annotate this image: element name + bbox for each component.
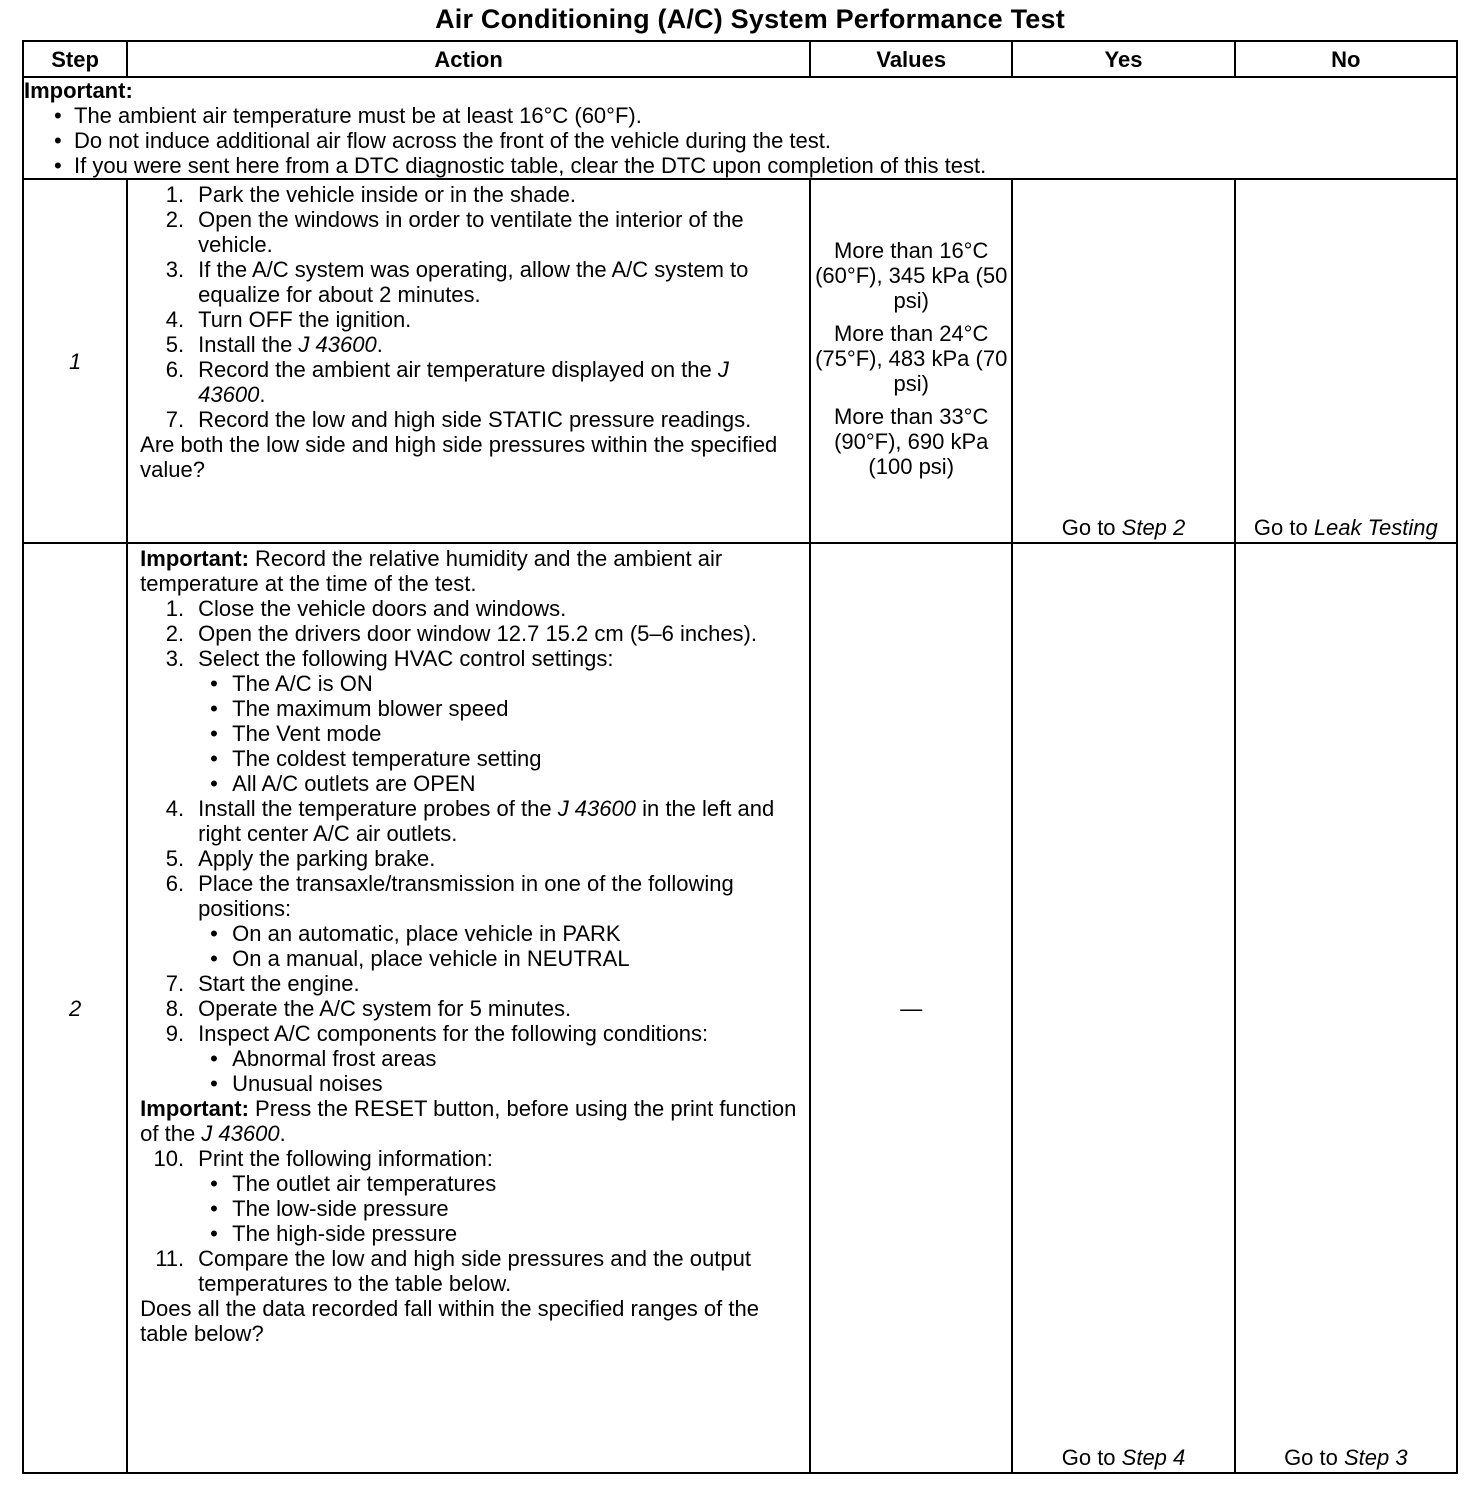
header-step: Step: [23, 41, 127, 77]
step2-question: Does all the data recorded fall within the specified ranges of the table below?: [140, 1296, 759, 1346]
important-item: • The ambient air temperature must be at least 16°C (60°F).: [74, 103, 1456, 128]
list-item: 6. Record the ambient air temperature displayed on the J 43600.: [165, 357, 729, 407]
list-item: 2. Open the drivers door window 12.7 15.2 cm (5–6 inches).: [165, 621, 757, 646]
list-item: 6. Place the transaxle/transmission in one of the following positions: • On an automatic, place vehicle in PARK • On a manual, place vehicle in NEUTRAL: [140, 871, 799, 971]
yes-cell: Go to Step 2: [1012, 179, 1234, 543]
list-item: 3. If the A/C system was operating, allow the A/C system to equalize for about 2 minutes.: [165, 257, 749, 307]
header-action: Action: [127, 41, 810, 77]
step-number: 2: [23, 543, 127, 1473]
performance-test-table: [22, 40, 1458, 1474]
goto-link-step2[interactable]: Step 2: [1121, 515, 1186, 540]
action-cell: [127, 543, 810, 1473]
values-cell: —: [810, 543, 1012, 1473]
step1-list: [140, 182, 799, 432]
goto-link-step4[interactable]: Step 4: [1121, 1445, 1186, 1470]
step-row-2: [23, 543, 1457, 1473]
value-entry: More than 33°C (90°F), 690 kPa (100 psi): [834, 404, 989, 479]
values-cell: [810, 179, 1012, 543]
step2-list: [140, 596, 799, 1096]
list-item: 10. Print the following information: • The outlet air temperatures • The low-side pressure • The high-side pressure: [140, 1146, 799, 1246]
list-item: 11. Compare the low and high side pressures and the output temperatures to the table below.: [155, 1246, 751, 1296]
list-item: 1. Park the vehicle inside or in the shade.: [165, 182, 577, 207]
list-item: 7. Record the low and high side STATIC pressure readings.: [165, 407, 752, 432]
no-cell: Go to Step 3: [1235, 543, 1457, 1473]
goto-link-leak-testing[interactable]: Leak Testing: [1313, 515, 1438, 540]
list-item: 7. Start the engine.: [165, 971, 360, 996]
no-cell: Go to Leak Testing: [1235, 179, 1457, 543]
sublist: • The outlet air temperatures • The low-side pressure • The high-side pressure: [198, 1171, 799, 1246]
important-list: [24, 103, 1456, 178]
important-item: • Do not induce additional air flow across the front of the vehicle during the test.: [74, 128, 1456, 153]
important-item: • If you were sent here from a DTC diagnostic table, clear the DTC upon completion of this test.: [74, 153, 1456, 178]
value-entry: More than 16°C (60°F), 345 kPa (50 psi): [815, 238, 1008, 313]
list-item: 5. Apply the parking brake.: [165, 846, 436, 871]
header-yes: Yes: [1012, 41, 1234, 77]
tool-ref: J 43600: [298, 332, 377, 357]
header-no: No: [1235, 41, 1457, 77]
page-title: Air Conditioning (A/C) System Performance Test: [435, 4, 1065, 34]
list-item: 1. Close the vehicle doors and windows.: [165, 596, 567, 621]
header-row: [23, 41, 1457, 77]
header-values: Values: [810, 41, 1012, 77]
list-item: 4. Turn OFF the ignition.: [165, 307, 412, 332]
important-label: Important:: [24, 78, 133, 103]
tool-ref: J 43600: [557, 796, 636, 821]
sublist: • On an automatic, place vehicle in PARK • On a manual, place vehicle in NEUTRAL: [198, 921, 799, 971]
step2-important-reset: Important: Press the RESET button, before using the print function of the J 43600.: [140, 1096, 797, 1146]
list-item: 5. Install the J 43600.: [165, 332, 383, 357]
list-item: 2. Open the windows in order to ventilate the interior of the vehicle.: [165, 207, 744, 257]
important-row: [23, 77, 1457, 179]
step2-important: Important: Record the relative humidity and the ambient air temperature at the time of the test.: [140, 546, 723, 596]
step2-list-cont: [140, 1146, 799, 1296]
sublist: • Abnormal frost areas • Unusual noises: [198, 1046, 799, 1096]
tool-ref: J 43600: [198, 357, 729, 407]
yes-cell: Go to Step 4: [1012, 543, 1234, 1473]
sublist: • The A/C is ON • The maximum blower speed • The Vent mode • The coldest temperature setting • All A/C outlets are OPEN: [198, 671, 799, 796]
action-cell: [127, 179, 810, 543]
important-cell: [23, 77, 1457, 179]
list-item: 3. Select the following HVAC control settings: • The A/C is ON • The maximum blower speed • The Vent mode • The coldest temperature setting • All A/C outlets are OPEN: [140, 646, 799, 796]
list-item: 9. Inspect A/C components for the following conditions: • Abnormal frost areas • Unusual noises: [140, 1021, 799, 1096]
step1-question: Are both the low side and high side pressures within the specified value?: [140, 432, 778, 482]
list-item: 4. Install the temperature probes of the J 43600 in the left and right center A/C air outlets.: [165, 796, 775, 846]
step-row-1: [23, 179, 1457, 543]
step-number: 1: [23, 179, 127, 543]
value-entry: More than 24°C (75°F), 483 kPa (70 psi): [815, 321, 1008, 396]
list-item: 8. Operate the A/C system for 5 minutes.: [165, 996, 572, 1021]
goto-link-step3[interactable]: Step 3: [1343, 1445, 1408, 1470]
